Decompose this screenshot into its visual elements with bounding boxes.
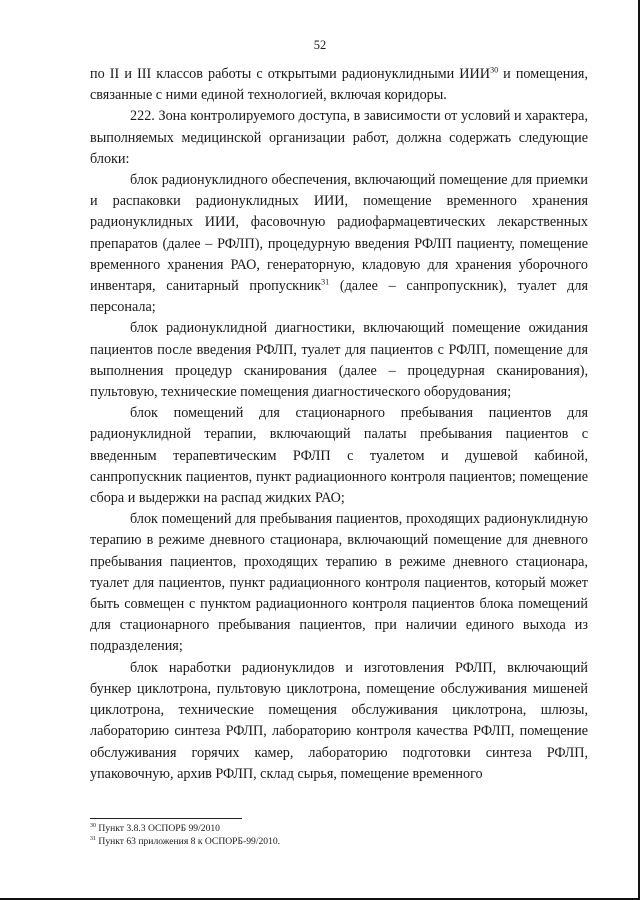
footnote-ref-31: 31 [321, 277, 330, 287]
footnotes [90, 822, 490, 848]
paragraph: по II и III классов работы с открытыми радионуклидными ИИИ$^{30}$ и помещения, связанные с ними единой технологией, включая коридоры. [90, 65, 589, 104]
paragraph-block-diagnostics: блок радионуклидной диагностики, включающий помещение ожидания пациентов после введения РФЛП, туалет для пациентов с РФЛП, помещение для выполнения процедур сканирования (далее – процедурная сканирования), пультовую, технические помещения диагностического оборудования; [90, 320, 588, 401]
paragraph-block-radionuclide-supply: блок радионуклидного обеспечения, включающий помещение для приемки и распаковки радионуклидных ИИИ, помещение временного хранения радионуклидных ИИИ, фасовочную радиофармацевтических лекарственных препаратов (далее – РФЛП), процедурную введения РФЛП пациенту, помещение временного хранения РАО, генераторную, кладовую для хранения уборочного инвентаря, санитарный пропускник$^{31}$ (далее – санпропускник), туалет для персонала; [90, 172, 588, 316]
paragraph-222: 222. Зона контролируемого доступа, в зависимости от условий и характера, выполняемых медицинской организации работ, должна содержать следующие блоки: [90, 108, 588, 167]
paragraph-block-day-stay: блок помещений для пребывания пациентов, проходящих радионуклидную терапию в режиме дневного стационара, включающий помещение для дневного пребывания пациентов, проходящих терапию в режиме дневного стационара, туалет для пациентов, пункт радиационного контроля пациентов, который может быть совмещен с пунктом радиационного контроля пациентов блока помещений для стационарного пребывания пациентов, при наличии единого выхода из подразделения; [90, 511, 588, 655]
footnote-30: $^{30}$ Пункт 3.8.3 ОСПОРБ 99/2010 [90, 822, 220, 834]
footnote-divider [90, 818, 242, 819]
footnote-ref-30: 30 [490, 65, 499, 75]
page-number: 52 [313, 38, 327, 52]
paragraph-block-inpatient: блок помещений для стационарного пребывания пациентов для радионуклидной терапии, включающий палаты пребывания пациентов с введенным терапевтическим РФЛП с туалетом и душевой кабиной, санпропускник пациентов, пункт радиационного контроля пациентов; помещение сбора и выдержки на распад жидких РАО; [90, 405, 588, 507]
paragraph-block-production: блок наработки радионуклидов и изготовления РФЛП, включающий бункер циклотрона, пультовую циклотрона, помещение обслуживания мишеней циклотрона, технические помещения обслуживания циклотрона, шлюзы, лабораторию синтеза РФЛП, лабораторию контроля качества РФЛП, помещение обслуживания горячих камер, лабораторию подготовки синтеза РФЛП, упаковочную, архив РФЛП, склад сырья, помещение временного [90, 659, 588, 782]
footnote-31: $^{31}$ Пункт 63 приложения 8 к ОСПОРБ-99/2010. [90, 835, 281, 847]
body-text [90, 64, 588, 785]
